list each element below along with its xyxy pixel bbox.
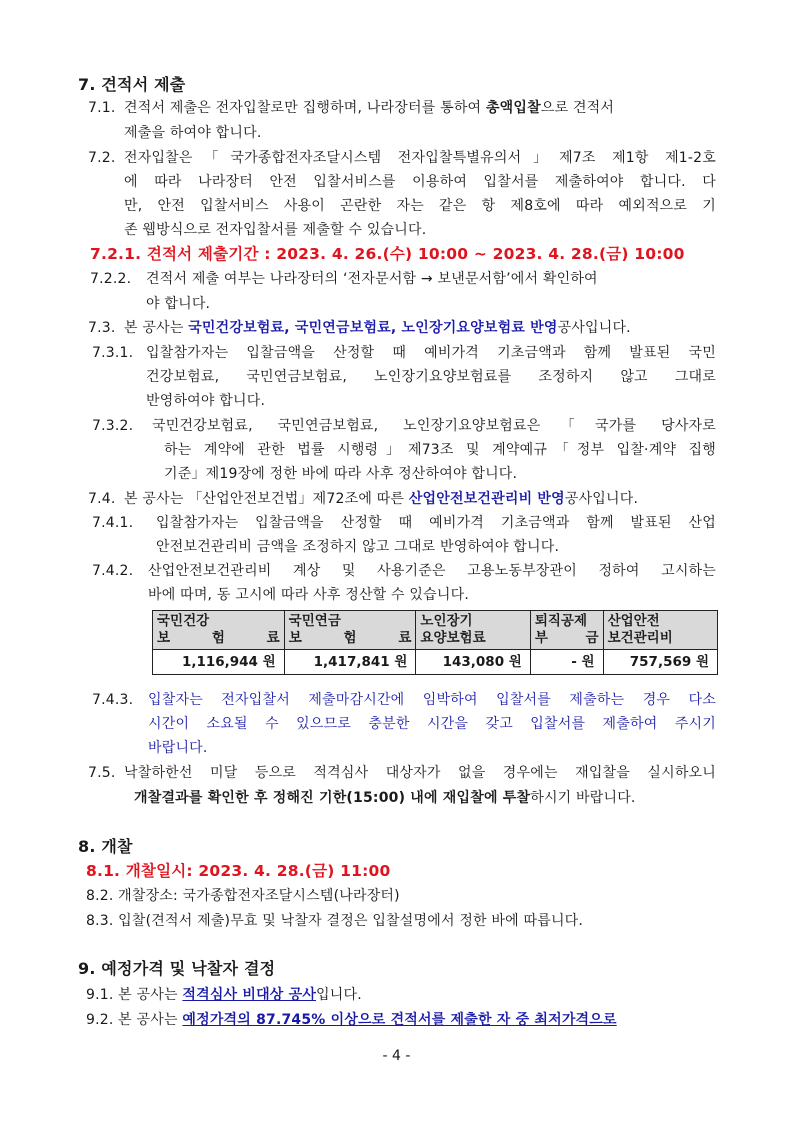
para-9-1 (86, 985, 362, 1005)
para-7-5-line1: 낙찰하한선 미달 등으로 적격심사 대상자가 없을 경우에는 재입찰을 실시하오니 (124, 765, 716, 781)
opening-datetime: 8.1. 개찰일시: 2023. 4. 28.(금) 11:00 (86, 862, 391, 880)
para-7-4-number: 7.4. (88, 491, 116, 507)
para-8-3: 8.3. 입찰(견적서 제출)무효 및 낙찰자 결정은 입찰설명에서 정한 바에 따릅니다. (86, 913, 584, 929)
value-long-term-care-insurance: 143,080 원 (416, 650, 530, 675)
para-7-4-3-number: 7.4.3. (92, 692, 134, 708)
para-7-2-number: 7.2. (88, 150, 116, 166)
para-7-3-text-end: 공사입니다. (557, 320, 631, 336)
para-7-3-2-line1: 국민건강보험료, 국민연금보험료, 노인장기요양보험료은「국가를 당사자로 (152, 418, 716, 434)
header-pension-insurance: 국민연금 보 험 료 (284, 611, 416, 650)
para-7-4-2-line2: 바에 따며, 동 고시에 따라 사후 정산할 수 있습니다. (148, 587, 469, 603)
table-row (153, 650, 718, 675)
header-health-insurance: 국민건강 보 험 료 (153, 611, 285, 650)
para-7-4-text: 본 공사는 「산업안전보건법」제72조에 따른 (124, 491, 409, 507)
header-retirement-deduction: 퇴직공제 부 금 (530, 611, 603, 650)
para-7-4-3-line1: 입찰자는 전자입찰서 제출마감시간에 임박하여 입찰서를 제출하는 경우 다소 (148, 692, 716, 708)
para-7-5-number: 7.5. (88, 765, 116, 781)
header-long-term-care-insurance: 노인장기 요양보험료 (416, 611, 530, 650)
para-7-5-line2 (134, 788, 636, 808)
para-7-3-text: 본 공사는 (124, 320, 189, 336)
para-7-3-2-line3: 기준」제19장에 정한 바에 따라 사후 정산하여야 합니다. (164, 466, 518, 482)
para-7-4-2-number: 7.4.2. (92, 563, 134, 579)
para-8-2: 8.2. 개찰장소: 국가종합전자조달시스템(나라장터) (86, 888, 400, 904)
para-7-1-line1 (124, 98, 614, 118)
para-9-2-emphasis: 예정가격의 87.745% 이상으로 견적서를 제출한 자 중 최저가격으로 (182, 1012, 617, 1028)
value-health-insurance: 1,116,944 원 (153, 650, 285, 675)
para-7-3-2-number: 7.3.2. (92, 418, 134, 434)
para-9-1-text: 9.1. 본 공사는 (86, 987, 183, 1003)
para-7-2-2-number: 7.2.2. (90, 271, 132, 287)
para-7-4-3-line3: 바랍니다. (148, 740, 208, 756)
para-9-1-emphasis: 적격심사 비대상 공사 (182, 987, 317, 1003)
para-7-3-1-line3: 반영하여야 합니다. (146, 393, 266, 409)
para-7-2-2-line1: 견적서 제출 여부는 나라장터의 ‘전자문서함 → 보낸문서함’에서 확인하여 (146, 271, 598, 287)
para-9-2 (86, 1010, 617, 1030)
page-number: - 4 - (382, 1048, 411, 1064)
para-7-1-text: 견적서 제출은 전자입찰로만 집행하며, 나라장터를 통하여 (124, 100, 486, 116)
value-safety-health-cost: 757,569 원 (603, 650, 717, 675)
para-7-5-emphasis: 개찰결과를 확인한 후 정해진 기한(15:00) 내에 재입찰에 투찰 (134, 790, 531, 806)
para-7-4-line1 (124, 489, 638, 509)
para-7-3-line1 (124, 318, 631, 338)
para-7-1-emphasis: 총액입찰 (485, 100, 541, 116)
para-7-4-2-line1: 산업안전보건관리비 계상 및 사용기준은 고용노동부장관이 정하여 고시하는 (148, 563, 716, 579)
para-7-4-3-line2: 시간이 소요될 수 있으므로 충분한 시간을 갖고 입찰서를 제출하여 주시기 (148, 716, 716, 732)
value-pension-insurance: 1,417,841 원 (284, 650, 416, 675)
para-9-2-text: 9.2. 본 공사는 (86, 1012, 183, 1028)
para-7-2-line2: 에 따라 나라장터 안전 입찰서비스를 이용하여 입찰서를 제출하여야 합니다. 다 (124, 174, 716, 190)
section-8-title: 8. 개찰 (78, 837, 133, 856)
section-7-title: 7. 견적서 제출 (78, 75, 186, 94)
para-9-1-text-end: 입니다. (316, 987, 362, 1003)
para-7-4-emphasis: 산업안전보건관리비 반영 (408, 491, 565, 507)
para-7-1-number: 7.1. (88, 100, 116, 116)
insurance-fee-table (152, 610, 718, 675)
para-7-3-1-number: 7.3.1. (92, 345, 134, 361)
section-9-title: 9. 예정가격 및 낙찰자 결정 (78, 959, 276, 978)
value-retirement-deduction: - 원 (530, 650, 603, 675)
para-7-4-text-end: 공사입니다. (564, 491, 639, 507)
header-safety-health-cost: 산업안전 보건관리비 (603, 611, 717, 650)
para-7-1-line2: 제출을 하여야 합니다. (124, 125, 262, 141)
bid-submission-period: 7.2.1. 견적서 제출기간 : 2023. 4. 26.(수) 10:00 ~ 2023. 4. 28.(금) 10:00 (90, 245, 685, 263)
table-header-row (153, 611, 718, 650)
para-7-2-2-line2: 야 합니다. (146, 296, 211, 312)
para-7-3-number: 7.3. (88, 320, 116, 336)
para-7-3-1-line1: 입찰참가자는 입찰금액을 산정할 때 예비가격 기초금액과 함께 발표된 국민 (146, 345, 716, 361)
para-7-4-1-number: 7.4.1. (92, 515, 134, 531)
para-7-4-1-line1: 입찰참가자는 입찰금액을 산정할 때 예비가격 기초금액과 함께 발표된 산업 (156, 515, 716, 531)
para-7-5-text-end: 하시기 바랍니다. (530, 790, 636, 806)
para-7-4-1-line2: 안전보건관리비 금액을 조정하지 않고 그대로 반영하여야 합니다. (156, 539, 560, 555)
para-7-2-line1: 전자입찰은「국가종합전자조달시스템 전자입찰특별유의서」제7조 제1항 제1-2호 (124, 150, 716, 166)
para-7-3-2-line2: 하는 계약에 관한 법률 시행령」제73조 및 계약예규「정부 입찰·계약 집행 (164, 442, 716, 458)
para-7-2-line3: 만, 안전 입찰서비스 사용이 곤란한 자는 같은 항 제8호에 따라 예외적으로 기 (124, 198, 716, 214)
para-7-3-1-line2: 건강보험료, 국민연금보험료, 노인장기요양보험료를 조정하지 않고 그대로 (146, 369, 716, 385)
para-7-1-text-end: 으로 견적서 (540, 100, 615, 116)
para-7-3-emphasis: 국민건강보험료, 국민연금보험료, 노인장기요양보험료 반영 (188, 320, 558, 336)
para-7-2-line4: 존 웹방식으로 전자입찰서를 제출할 수 있습니다. (124, 222, 427, 238)
